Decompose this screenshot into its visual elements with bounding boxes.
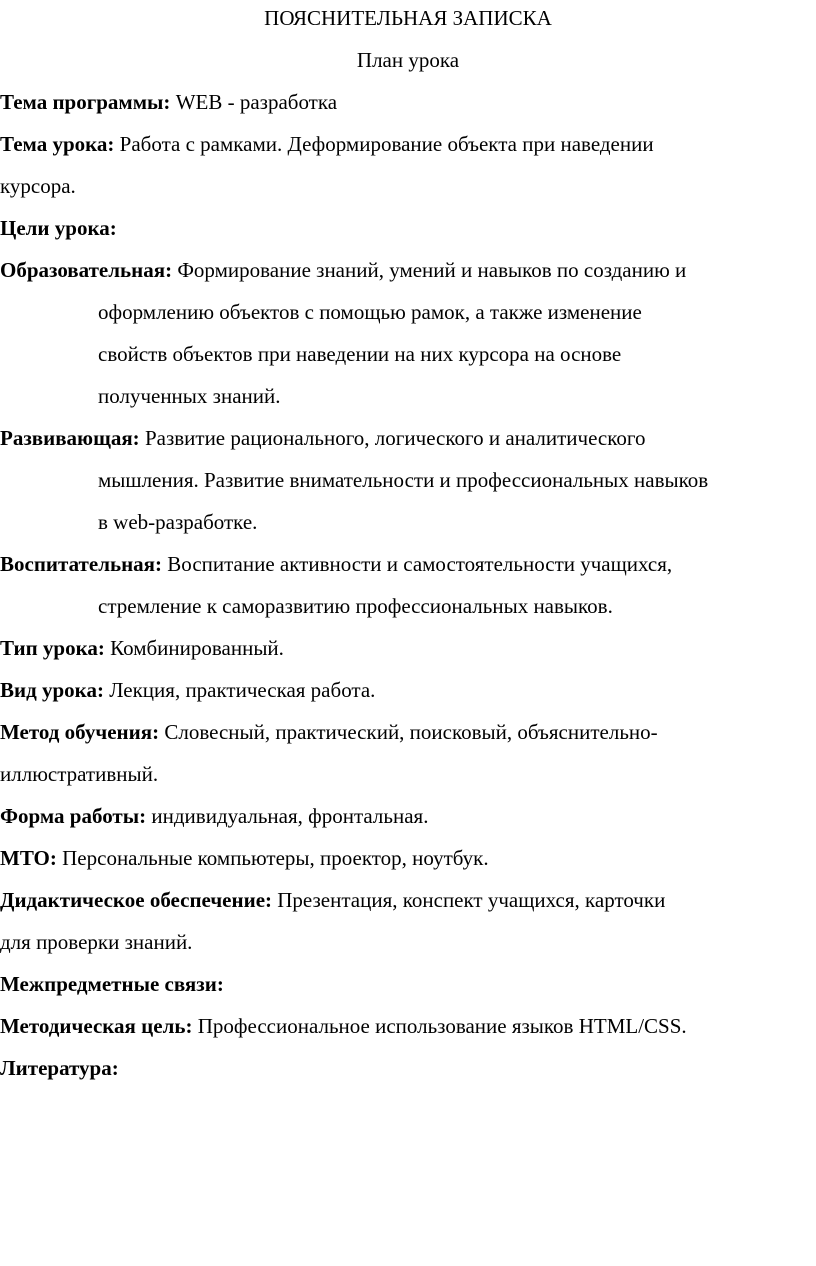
developing-goal-label: Развивающая: <box>0 426 140 450</box>
literature-row <box>0 1054 119 1082</box>
upbringing-goal-value-line2: стремление к саморазвитию профессиональных навыков. <box>98 594 613 618</box>
upbringing-goal-value-line1: Воспитание активности и самостоятельности учащихся, <box>167 552 673 576</box>
educational-goal-label: Образовательная: <box>0 258 173 282</box>
mto-row <box>0 844 489 872</box>
educational-goal-value-line4: полученных знаний. <box>98 384 281 408</box>
didactic-row <box>0 886 665 914</box>
didactic-value-line2: для проверки знаний. <box>0 930 193 954</box>
document-subtitle: План урока <box>356 48 460 72</box>
didactic-value-line1: Презентация, конспект учащихся, карточки <box>277 888 666 912</box>
program-topic-value: WEB - разработка <box>175 90 338 114</box>
lesson-goals-row <box>0 214 117 242</box>
upbringing-goal-row <box>0 550 672 578</box>
mto-value: Персональные компьютеры, проектор, ноутбук. <box>62 846 489 870</box>
educational-goal-value-line3: свойств объектов при наведении на них курсора на основе <box>98 342 622 366</box>
literature-label: Литература: <box>0 1056 119 1080</box>
lesson-kind-value: Лекция, практическая работа. <box>109 678 376 702</box>
work-form-row <box>0 802 428 830</box>
lesson-topic-row <box>0 130 654 158</box>
developing-goal-value-line1: Развитие рационального, логического и аналитического <box>144 426 646 450</box>
lesson-topic-value-line1: Работа с рамками. Деформирование объекта при наведении <box>119 132 654 156</box>
teaching-method-row <box>0 718 658 746</box>
program-topic-row <box>0 88 337 116</box>
lesson-type-row <box>0 634 284 662</box>
teaching-method-label: Метод обучения: <box>0 720 160 744</box>
lesson-type-label: Тип урока: <box>0 636 105 660</box>
educational-goal-value-line1: Формирование знаний, умений и навыков по созданию и <box>177 258 687 282</box>
developing-goal-value-line3: в web-разработке. <box>98 510 258 534</box>
teaching-method-value-line2: иллюстративный. <box>0 762 159 786</box>
lesson-topic-value-line2: курсора. <box>0 174 76 198</box>
work-form-value: индивидуальная, фронтальная. <box>151 804 429 828</box>
developing-goal-value-line2: мышления. Развитие внимательности и профессиональных навыков <box>98 468 709 492</box>
methodical-goal-label: Методическая цель: <box>0 1014 193 1038</box>
interdisciplinary-label: Межпредметные связи: <box>0 972 224 996</box>
teaching-method-value-line1: Словесный, практический, поисковый, объяснительно- <box>164 720 658 744</box>
document-title: ПОЯСНИТЕЛЬНАЯ ЗАПИСКА <box>264 6 552 30</box>
work-form-label: Форма работы: <box>0 804 147 828</box>
lesson-kind-label: Вид урока: <box>0 678 104 702</box>
upbringing-goal-label: Воспитательная: <box>0 552 163 576</box>
educational-goal-value-line2: оформлению объектов с помощью рамок, а также изменение <box>98 300 642 324</box>
lesson-goals-label: Цели урока: <box>0 216 117 240</box>
interdisciplinary-row <box>0 970 224 998</box>
developing-goal-row <box>0 424 645 452</box>
mto-label: МТО: <box>0 846 57 870</box>
didactic-label: Дидактическое обеспечение: <box>0 888 273 912</box>
methodical-goal-row <box>0 1012 687 1040</box>
lesson-type-value: Комбинированный. <box>110 636 284 660</box>
methodical-goal-value: Профессиональное использование языков HTML/CSS. <box>197 1014 687 1038</box>
educational-goal-row <box>0 256 686 284</box>
lesson-topic-label: Тема урока: <box>0 132 115 156</box>
lesson-kind-row <box>0 676 375 704</box>
program-topic-label: Тема программы: <box>0 90 171 114</box>
